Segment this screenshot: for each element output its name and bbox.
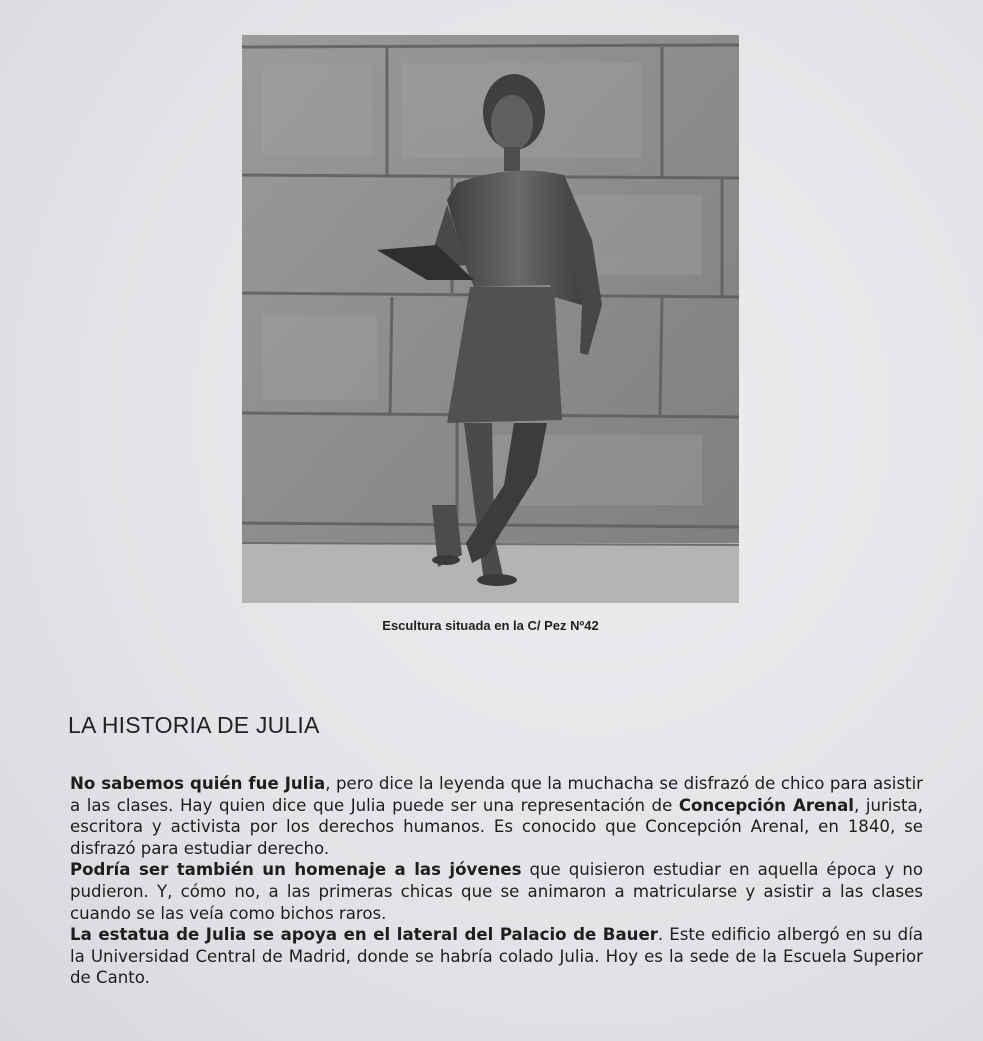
sculpture-photo [242, 35, 739, 603]
photo-caption: Escultura situada en la C/ Pez Nº42 [382, 618, 599, 633]
bold-phrase: No sabemos quién fue Julia [70, 774, 326, 793]
story-paragraph-1 [70, 773, 923, 859]
bold-phrase: Podría ser también un homenaje a las jóvenes [70, 860, 522, 880]
paragraph-text: que quisieron estudiar en aquella época y no pudieron. Y, cómo no, a las primeras chicas que se animaron a matricularse y asistir a las clases cuando se las veía como bichos raros. [70, 860, 923, 923]
story-paragraph-3 [70, 924, 923, 989]
page-title: LA HISTORIA DE JULIA [68, 712, 320, 738]
julia-statue-image [242, 35, 739, 603]
story-text [70, 773, 923, 989]
paragraph-text: , jurista, escritora y activista por los derechos humanos. Es conocido que Concepción Arenal, en 1840, se disfrazó para estudiar derecho. [70, 795, 923, 858]
paragraph-text: , pero dice la leyenda que la muchacha se disfrazó de chico para asistir a las clases. Hay quien dice que Julia puede ser una representación de [70, 774, 923, 815]
bold-phrase: Concepción Arenal [678, 795, 854, 815]
paragraph-text: . Este edificio albergó en su día la Universidad Central de Madrid, donde se habría colado Julia. Hoy es la sede de la Escuela Superior de Canto. [70, 925, 923, 988]
bold-phrase: La estatua de Julia se apoya en el lateral del Palacio de Bauer [70, 925, 658, 945]
story-paragraph-2 [70, 859, 923, 924]
